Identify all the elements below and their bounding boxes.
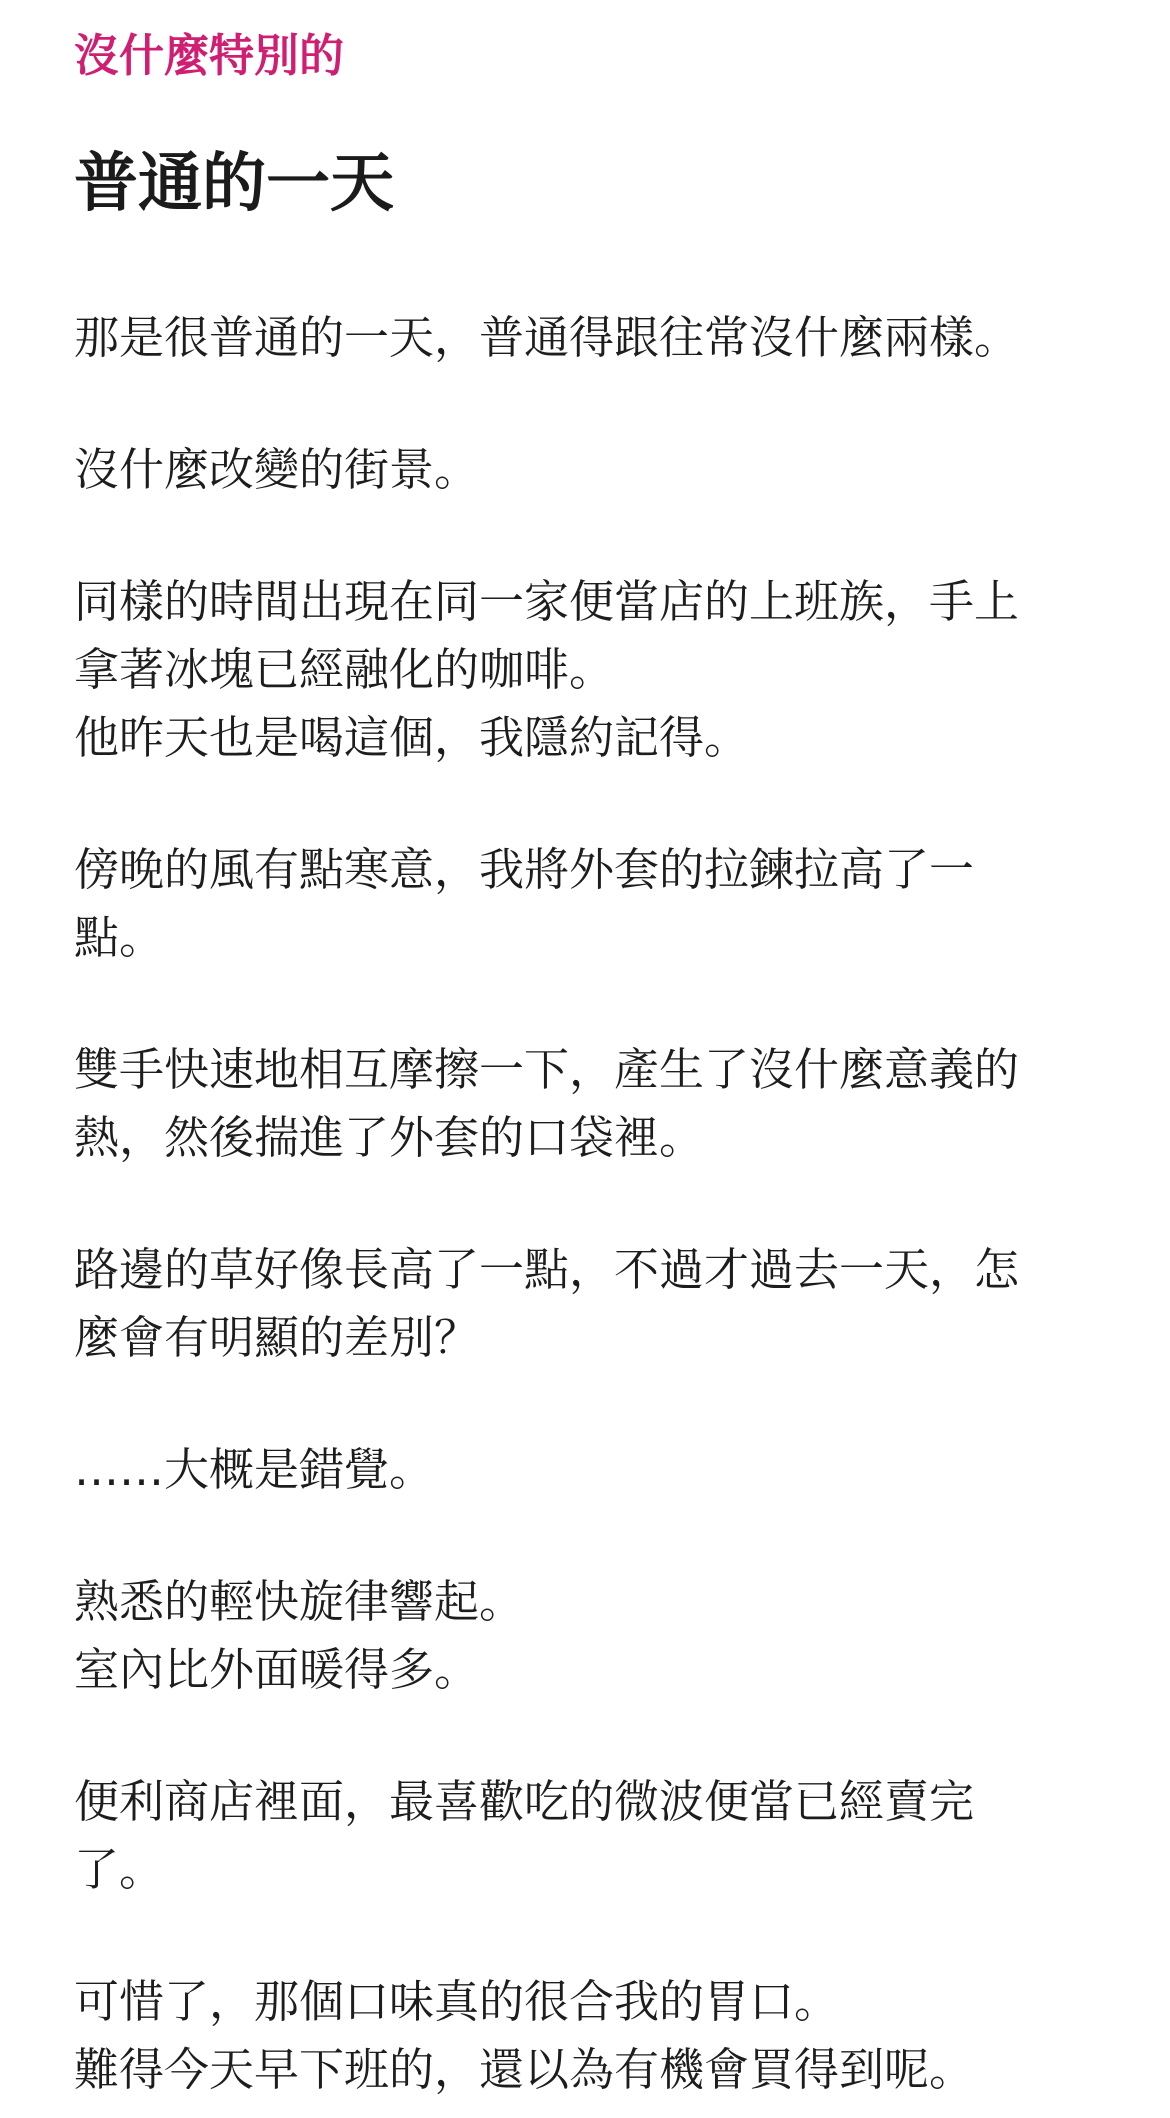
- paragraph-line: 雙手快速地相互摩擦一下，產生了沒什麼意義的: [74, 1043, 1020, 1096]
- paragraph-line: 路邊的草好像長高了一點，不過才過去一天，怎: [74, 1243, 1020, 1296]
- paragraph-line: 便利商店裡面，最喜歡吃的微波便當已經賣完: [74, 1775, 975, 1828]
- paragraph: [74, 304, 1096, 372]
- paragraph: [74, 1968, 1096, 2104]
- category-link[interactable]: 沒什麼特別的: [74, 29, 345, 82]
- paragraph-line: 他昨天也是喝這個，我隱約記得。: [74, 711, 750, 764]
- paragraph-line: 拿著冰塊已經融化的咖啡。: [74, 643, 615, 696]
- paragraph-line: 熟悉的輕快旋律響起。: [74, 1575, 525, 1628]
- article-title: 普通的一天: [74, 147, 394, 221]
- paragraph: [74, 836, 1096, 972]
- paragraph: [74, 1436, 1096, 1504]
- paragraph-line: 傍晚的風有點寒意，我將外套的拉鍊拉高了一: [74, 843, 975, 896]
- paragraph-line: 那是很普通的一天，普通得跟往常沒什麼兩樣。: [74, 311, 1020, 364]
- paragraph: [74, 1236, 1096, 1372]
- paragraph-line: 了。: [74, 1843, 165, 1896]
- paragraph: [74, 568, 1096, 772]
- paragraph: [74, 1568, 1096, 1704]
- paragraph-line: 難得今天早下班的，還以為有機會買得到呢。: [74, 2043, 975, 2096]
- paragraph-line: ……大概是錯覺。: [74, 1443, 435, 1496]
- paragraph: [74, 1768, 1096, 1904]
- paragraph: [74, 1036, 1096, 1172]
- paragraph-line: 同樣的時間出現在同一家便當店的上班族，手上: [74, 575, 1020, 628]
- paragraph-line: 室內比外面暖得多。: [74, 1643, 480, 1696]
- paragraph-line: 沒什麼改變的街景。: [74, 443, 480, 496]
- paragraph-line: 可惜了，那個口味真的很合我的胃口。: [74, 1975, 840, 2028]
- paragraph-line: 麼會有明顯的差別？: [74, 1311, 480, 1364]
- paragraph-line: 點。: [74, 911, 165, 964]
- article-body: [74, 304, 1096, 2104]
- paragraph: [74, 436, 1096, 504]
- paragraph-line: 熱，然後揣進了外套的口袋裡。: [74, 1111, 705, 1164]
